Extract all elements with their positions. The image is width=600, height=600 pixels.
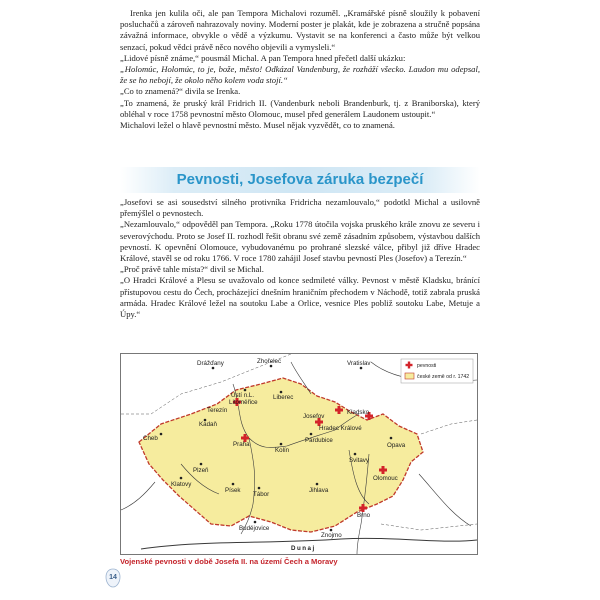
paragraph: „Co to znamená?“ divila se Irenka.: [120, 86, 241, 97]
paragraph-quote: „Holomúc, Holomúc, to je, bože, město! Odkázal Vandenburg, že rozháží všecko. Laudon mu odepsal, že se ho nebojí, že okolo něho kolem voda stojí.“: [120, 64, 480, 86]
section-heading: Pevnosti, Josefova záruka bezpečí: [176, 171, 424, 188]
city-label-pisek: Písek: [225, 487, 241, 494]
map-legend: [401, 359, 473, 383]
map-caption: Vojenské pevnosti v době Josefa II. na území Čech a Moravy: [120, 557, 338, 566]
paragraph: Michalovi ležel o hlavě pevnostní město. Musel nějak vyzvědět, co to znamená.: [120, 120, 395, 131]
legend-fortress-label: pevnosti: [417, 363, 437, 369]
paragraph: „Lidové písně známe,“ pousmál Michal. A pan Tempora hned přečetl další ukázku:: [120, 52, 406, 63]
city-label-opava: Opava: [387, 442, 406, 449]
text-block-bottom: [120, 197, 480, 320]
paragraph: „Proč právě tahle místa?“ divil se Michal.: [120, 264, 264, 275]
city-label-usti: Ústí n.L.: [231, 392, 255, 399]
text-block-top: [120, 8, 480, 131]
paragraph: „Josefovi se asi sousedství silného protivníka Fridricha nezamlouvalo,“ podotkl Michal a usilovně přemýšlel o pevnostech.: [120, 197, 480, 219]
city-label-josefov: Josefov: [303, 413, 325, 420]
city-label-jihlava: Jihlava: [309, 487, 329, 494]
city-label-klatovy: Klatovy: [171, 481, 192, 488]
city-label-vratislav: Vratislav: [347, 360, 371, 367]
city-label-liberec: Liberec: [273, 394, 294, 401]
city-label-budejovice: Budějovice: [239, 525, 270, 532]
paragraph: „Nezamlouvalo,“ odpověděl pan Tempora. „Roku 1778 útočila vojska pruského krále znovu ze severu i severovýchodu. Proto se Josef II. rozhodl řešit obranu své země zásadním způsobem, výstavbou dalších pevností. K opevnění Olomouce, vybudovanému po prohrané slezské válce, přibyl již dříve Hradec Králové, stavěl se od roku 1766. V roce 1780 zahájil Josef stavbu pevností Ples (Josefov) a Terezín.“: [120, 219, 480, 264]
city-label-pardubice: Pardubice: [305, 437, 333, 444]
historical-map: [120, 353, 478, 555]
city-label-znojmo: Znojmo: [321, 532, 342, 539]
river-label-dunaj: Dunaj: [291, 545, 316, 552]
paragraph: „O Hradci Králové a Plesu se uvažovalo od konce sedmileté války. Pevnost v městě Kladsku, bránící přístupovou cestu do Čech, procházející dnešním hraničním přechodem v Náchodě, totiž zabrala pruská armáda. Hradec Králové ležel na soutoku Labe a Orlice, vesnice Ples pobliž soutoku Labe, Metuje a Úpy.“: [120, 275, 480, 320]
territory-legend-swatch: [405, 373, 414, 379]
city-label-terezin: Terezín: [207, 407, 228, 414]
map-svg: [121, 354, 477, 554]
city-label-kolin: Kolín: [275, 447, 290, 454]
city-label-svitavy: Svitavy: [349, 457, 369, 464]
section-heading-band: [120, 167, 480, 193]
city-label-cheb: Cheb: [143, 435, 158, 442]
page-number: 14: [109, 574, 117, 581]
paragraph: „To znamená, že pruský král Fridrich II. (Vandenburk neboli Brandenburk, tj. z Braniborska), který obléhal v roce 1758 pevnostní město Olomouc, musel před generálem Laudonem ustoupit.“: [120, 97, 480, 119]
city-label-olomouc: Olomouc: [373, 475, 398, 482]
city-label-drazdany: Drážďany: [197, 360, 224, 367]
city-label-hradec: Hradec Králové: [319, 425, 362, 432]
city-label-kladsko: Kladsko: [347, 409, 370, 416]
city-label-plzen: Plzeň: [193, 467, 209, 474]
city-label-litomerice: Litoměřice: [229, 399, 258, 406]
paragraph: Irenka jen kulila oči, ale pan Tempora Michalovi rozuměl. „Kramářské písně sloužily k pobavení posluchačů a zároveň nahrazovaly noviny. Moderní poster je plakát, kde je zobrazena a stručně popsána závažná informace, obvykle o vědě a výzkumu. Vystavit se na konferenci a často může být velkou senzací, pokud vědci právě něco nového objevili a vymysleli.“: [120, 8, 480, 52]
city-label-kadan: Kadaň: [199, 421, 217, 428]
legend-territory-label: české země od r. 1742: [417, 374, 470, 380]
city-label-praha: Praha: [233, 441, 250, 448]
city-label-tabor: Tábor: [253, 491, 270, 498]
city-label-brno: Brno: [357, 512, 371, 519]
city-label-zhorelec: Zhořelec: [257, 358, 282, 365]
